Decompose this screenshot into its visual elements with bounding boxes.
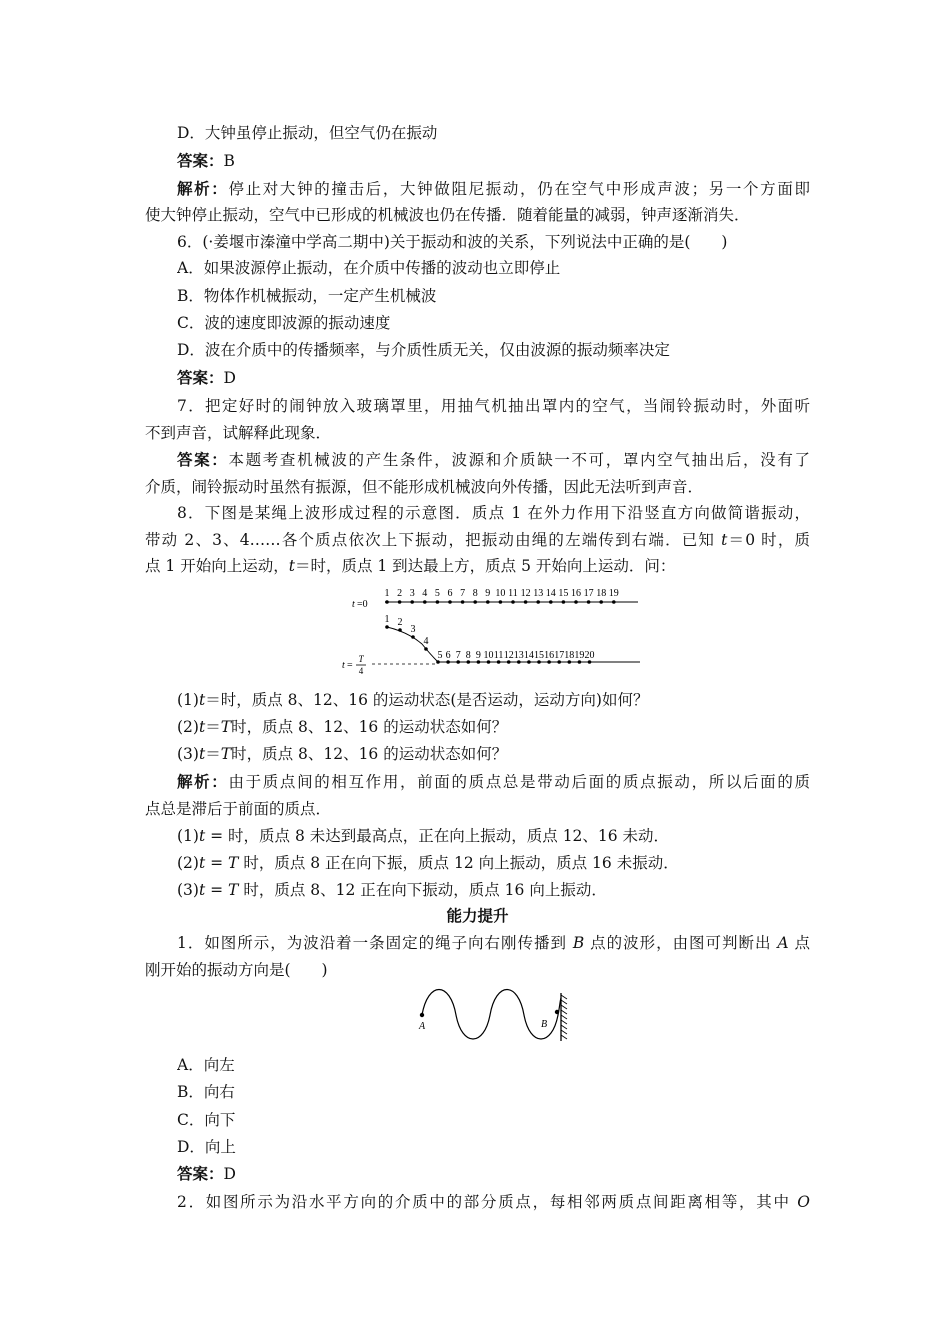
q8-analysis-line1 bbox=[177, 772, 810, 792]
particle-number: 6 bbox=[445, 650, 451, 661]
answer-value: D bbox=[223, 1165, 236, 1183]
hatch-line bbox=[561, 1025, 567, 1029]
text: 时，质点 8、12、16 的运动状态如何？ bbox=[231, 745, 508, 763]
particle-number: 19 bbox=[574, 650, 585, 661]
text: 点 bbox=[788, 934, 810, 952]
row2-label-denominator: 4 bbox=[358, 666, 364, 676]
label-a: A bbox=[419, 1021, 426, 1032]
point-b bbox=[555, 1010, 559, 1014]
hatch-line bbox=[561, 1015, 567, 1019]
particle-number: 5 bbox=[434, 588, 440, 599]
answer-label: 答案： bbox=[177, 368, 224, 387]
rope-wave-figure bbox=[330, 582, 650, 682]
particle-dot bbox=[524, 600, 528, 604]
answer-value: B bbox=[223, 152, 235, 170]
text: ＝时，质点 8、12、16 的运动状态(是否运动，运动方向)如何？ bbox=[205, 691, 649, 709]
q6-option-c: C．波的速度即波源的振动速度 bbox=[177, 314, 391, 332]
var-t: t bbox=[198, 881, 206, 899]
q8-stem-line3 bbox=[145, 556, 810, 576]
particle-number: 12 bbox=[503, 650, 514, 661]
particle-number: 1 bbox=[384, 588, 390, 599]
wave-curve bbox=[422, 990, 561, 1040]
q8-answer3 bbox=[177, 880, 810, 900]
answer-label: 答案： bbox=[177, 1164, 224, 1183]
particle-dot bbox=[473, 600, 477, 604]
var-T: T bbox=[220, 745, 232, 763]
var-B: B bbox=[572, 934, 585, 952]
particle-number: 18 bbox=[564, 650, 575, 661]
p1-answer bbox=[177, 1164, 810, 1184]
particle-dot bbox=[385, 600, 389, 604]
var-t: t bbox=[198, 718, 206, 736]
var-t: t bbox=[198, 745, 206, 763]
particle-dot bbox=[398, 600, 402, 604]
particle-number: 5 bbox=[437, 650, 443, 661]
particle-number: 11 bbox=[508, 588, 518, 599]
answer-text: 本题考查机械波的产生条件，波源和介质缺一不可，罩内空气抽出后，没有了 bbox=[228, 451, 810, 469]
q5-analysis-line1 bbox=[177, 179, 810, 199]
text: 时，质点 8 正在向下振，质点 12 向上振动，质点 16 未振动． bbox=[238, 854, 679, 872]
q5-answer bbox=[177, 151, 810, 171]
q6-option-d: D．波在介质中的传播频率，与介质性质无关，仅由波源的振动频率决定 bbox=[177, 341, 670, 359]
q6-answer bbox=[177, 368, 810, 388]
row1-label-eq: =0 bbox=[357, 599, 368, 610]
particle-number: 3 bbox=[410, 624, 416, 635]
q5-option-d: D．大钟虽停止振动，但空气仍在振动 bbox=[177, 124, 438, 142]
particle-number: 14 bbox=[523, 650, 534, 661]
text: 时，质点 8、12 正在向下振动，质点 16 向上振动． bbox=[238, 881, 607, 899]
hatch-line bbox=[561, 995, 567, 999]
particle-dot bbox=[574, 600, 578, 604]
analysis-label: 解析： bbox=[177, 772, 229, 791]
row1-label-t: t bbox=[352, 599, 355, 610]
text: (1) bbox=[177, 827, 199, 845]
particle-number: 7 bbox=[455, 650, 461, 661]
particle-dot bbox=[410, 600, 414, 604]
hatch-line bbox=[561, 1035, 567, 1039]
var-A: A bbox=[777, 934, 789, 952]
particle-number: 14 bbox=[545, 588, 556, 599]
particle-number: 2 bbox=[397, 617, 403, 628]
particle-number: 17 bbox=[554, 650, 565, 661]
q8-sub2 bbox=[177, 717, 810, 737]
particle-dot bbox=[398, 628, 402, 632]
particle-number: 8 bbox=[472, 588, 478, 599]
particle-number: 11 bbox=[493, 650, 504, 661]
text: 点 1 开始向上运动， bbox=[145, 557, 289, 575]
p1-option-a: A．向左 bbox=[177, 1056, 235, 1074]
particle-number: 2 bbox=[397, 588, 403, 599]
var-T: T bbox=[228, 881, 239, 899]
q7-answer-line2: 介质，闹铃振动时虽然有振源，但不能形成机械波向外传播，因此无法听到声音． bbox=[145, 478, 704, 496]
particle-number: 3 bbox=[409, 588, 415, 599]
label-b: B bbox=[541, 1019, 548, 1030]
text: ＝ bbox=[205, 745, 221, 763]
var-O: O bbox=[797, 1193, 810, 1211]
answer-label: 答案： bbox=[177, 151, 224, 170]
wall-hatching bbox=[561, 995, 567, 1039]
point-a bbox=[420, 1013, 424, 1017]
particle-number: 7 bbox=[460, 588, 466, 599]
particle-number: 15 bbox=[558, 588, 569, 599]
q5-analysis-line2: 使大钟停止振动，空气中已形成的机械波也仍在传播．随着能量的减弱，钟声逐渐消失． bbox=[145, 206, 750, 224]
text: (2) bbox=[177, 854, 199, 872]
text: (3) bbox=[177, 745, 199, 763]
particle-dot bbox=[499, 600, 503, 604]
p1-stem-line2: 刚开始的振动方向是( ) bbox=[145, 961, 328, 979]
q6-stem: 6．(·姜堰市溱潼中学高二期中)关于振动和波的关系，下列说法中正确的是( ) bbox=[177, 233, 728, 251]
particle-number: 20 bbox=[584, 650, 595, 661]
hatch-line bbox=[561, 1030, 567, 1034]
p1-option-b: B．向右 bbox=[177, 1083, 235, 1101]
particle-dot bbox=[385, 625, 389, 629]
text: ＝0 时，质 bbox=[727, 531, 810, 549]
q8-sub3 bbox=[177, 744, 810, 764]
text: (1) bbox=[177, 691, 199, 709]
text: = bbox=[205, 854, 229, 872]
particle-number: 18 bbox=[596, 588, 607, 599]
particle-dot bbox=[612, 600, 616, 604]
section-title: 能力提升 bbox=[446, 906, 509, 925]
q8-answer2 bbox=[177, 853, 810, 873]
text: ＝ bbox=[205, 718, 221, 736]
particle-dot bbox=[448, 600, 452, 604]
particle-dot bbox=[424, 647, 428, 651]
row1-label bbox=[352, 599, 368, 610]
q8-answer1 bbox=[177, 826, 810, 846]
text: 时，质点 8、12、16 的运动状态如何？ bbox=[231, 718, 508, 736]
q8-stem-line2 bbox=[145, 530, 810, 550]
row1-numbers bbox=[385, 588, 619, 599]
particle-number: 9 bbox=[485, 588, 491, 599]
analysis-text: 停止对大钟的撞击后，大钟做阻尼振动，仍在空气中形成声波；另一个方面即 bbox=[228, 180, 810, 198]
particle-number: 10 bbox=[495, 588, 506, 599]
p1-option-d: D．向上 bbox=[177, 1138, 236, 1156]
analysis-label: 解析： bbox=[177, 179, 229, 198]
text: 点的波形，由图可判断出 bbox=[584, 934, 778, 952]
row2-label-eq: = bbox=[347, 660, 353, 671]
row2-label-numerator: T bbox=[358, 654, 364, 664]
var-t: t bbox=[288, 557, 295, 575]
particle-number: 8 bbox=[465, 650, 471, 661]
particle-dot bbox=[411, 635, 415, 639]
var-t: t bbox=[721, 531, 728, 549]
answer-label: 答案： bbox=[177, 450, 229, 469]
analysis-text: 由于质点间的相互作用，前面的质点总是带动后面的质点振动，所以后面的质 bbox=[228, 773, 810, 791]
row2-label bbox=[342, 654, 366, 676]
var-t: t bbox=[198, 854, 206, 872]
row2-numbers bbox=[385, 614, 595, 661]
particle-number: 9 bbox=[475, 650, 481, 661]
particle-number: 17 bbox=[583, 588, 594, 599]
text: ＝时，质点 1 到达最上方，质点 5 开始向上运动．问： bbox=[294, 557, 676, 575]
particle-number: 19 bbox=[608, 588, 619, 599]
p1-stem-line1 bbox=[177, 933, 810, 953]
text: 带动 2、3、4……各个质点依次上下振动，把振动由绳的左端传到右端．已知 bbox=[145, 531, 722, 549]
particle-dot bbox=[536, 600, 540, 604]
text: 1．如图所示，为波沿着一条固定的绳子向右刚传播到 bbox=[177, 934, 573, 952]
particle-dot bbox=[549, 600, 553, 604]
var-t: t bbox=[198, 827, 206, 845]
particle-number: 10 bbox=[483, 650, 494, 661]
hatch-line bbox=[561, 1020, 567, 1024]
var-T: T bbox=[228, 854, 239, 872]
particle-dot bbox=[486, 600, 490, 604]
particle-number: 1 bbox=[384, 614, 390, 625]
q6-option-b: B．物体作机械振动，一定产生机械波 bbox=[177, 287, 437, 305]
p1-option-c: C．向下 bbox=[177, 1111, 236, 1129]
particle-number: 16 bbox=[544, 650, 555, 661]
text: (3) bbox=[177, 881, 199, 899]
particle-dot bbox=[436, 600, 440, 604]
hatch-line bbox=[561, 1000, 567, 1004]
particle-dot bbox=[599, 600, 603, 604]
q7-answer-line1 bbox=[177, 450, 810, 470]
particle-number: 6 bbox=[447, 588, 453, 599]
particle-number: 16 bbox=[571, 588, 581, 599]
particle-number: 4 bbox=[422, 588, 428, 599]
particle-number: 15 bbox=[534, 650, 544, 661]
particle-number: 13 bbox=[513, 650, 524, 661]
particle-dot bbox=[511, 600, 515, 604]
particle-dot bbox=[461, 600, 465, 604]
q7-stem-line1: 7．把定好时的闹钟放入玻璃罩里，用抽气机抽出罩内的空气，当闹铃振动时，外面听 bbox=[177, 397, 810, 415]
text: = bbox=[205, 881, 229, 899]
q8-sub1 bbox=[177, 690, 810, 710]
particle-number: 4 bbox=[423, 636, 429, 647]
hatch-line bbox=[561, 1010, 567, 1014]
particle-number: 13 bbox=[533, 588, 544, 599]
particle-dot bbox=[423, 600, 427, 604]
particle-dot bbox=[562, 600, 566, 604]
q8-stem-line1: 8．下图是某绳上波形成过程的示意图．质点 1 在外力作用下沿竖直方向做简谐振动， bbox=[177, 504, 810, 522]
var-T: T bbox=[220, 718, 232, 736]
hatch-line bbox=[561, 1005, 567, 1009]
particle-dot bbox=[587, 600, 591, 604]
particle-number: 12 bbox=[520, 588, 531, 599]
text: 2．如图所示为沿水平方向的介质中的部分质点，每相邻两质点间距离相等，其中 bbox=[177, 1193, 798, 1211]
text: = 时，质点 8 未达到最高点，正在向上振动，质点 12、16 未动． bbox=[205, 827, 670, 845]
text: (2) bbox=[177, 718, 199, 736]
p2-stem bbox=[177, 1192, 810, 1212]
q6-option-a: A．如果波源停止振动，在介质中传播的波动也立即停止 bbox=[177, 259, 561, 277]
q8-analysis-line2: 点总是滞后于前面的质点． bbox=[145, 800, 332, 818]
answer-value: D bbox=[223, 369, 236, 387]
rope-wall-figure bbox=[410, 985, 580, 1047]
q7-stem-line2: 不到声音，试解释此现象． bbox=[145, 424, 332, 442]
var-t: t bbox=[198, 691, 206, 709]
row2-label-t: t bbox=[342, 660, 345, 671]
